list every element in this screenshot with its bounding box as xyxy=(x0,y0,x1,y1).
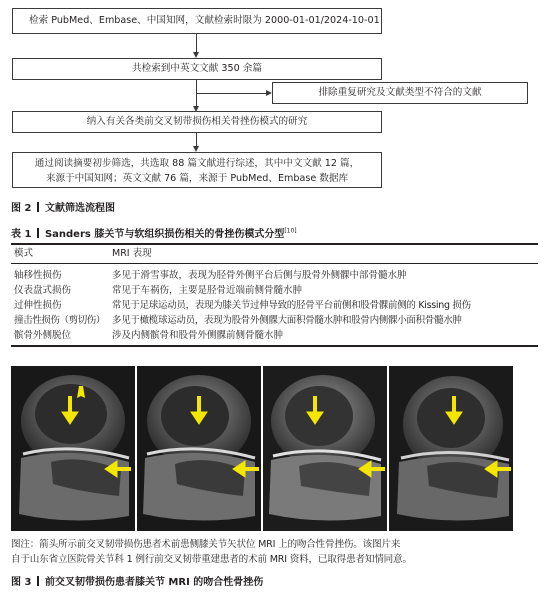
flow-connector-branch xyxy=(196,93,268,94)
flow-box-excluded-text: 排除重复研究及文献类型不符合的文献 xyxy=(318,87,482,98)
table-cell-pattern: 仪表盘式损伤 xyxy=(14,285,72,296)
flow-box-included xyxy=(12,111,382,133)
mri-image-3 xyxy=(263,366,387,531)
table-cell-mri: 涉及内侧髌骨和股骨外侧髁前侧骨髓水肿 xyxy=(112,330,284,341)
mri-image-2 xyxy=(137,366,261,531)
table-bottom-rule xyxy=(11,345,538,347)
table-header-pattern: 模式 xyxy=(14,248,34,259)
flow-box-retrieved xyxy=(12,58,382,80)
table-header-rule xyxy=(11,263,538,264)
table1-title: Sanders 膝关节与软组织损伤相关的骨挫伤模式分型 xyxy=(44,229,285,240)
mri-panel-4 xyxy=(389,366,513,531)
table-cell-mri: 多见于滑雪事故，表现为胫骨外侧平台后侧与股骨外侧髁中部骨髓水肿 xyxy=(112,270,407,281)
figure2-caption xyxy=(11,199,115,214)
table-cell-mri: 常见于车祸伤，主要是胫骨近端前侧骨髓水肿 xyxy=(112,285,303,296)
table-cell-pattern: 过伸性损伤 xyxy=(14,300,62,311)
table-cell-mri: 多见于橄榄球运动员，表现为股骨外侧髁大面积骨髓水肿和股骨内侧髁小面积骨髓水肿 xyxy=(112,315,462,326)
flow-connector xyxy=(196,133,197,147)
flow-box-included-text: 纳入有关各类前交叉韧带损伤相关骨挫伤模式的研究 xyxy=(86,116,308,127)
mri-panel-2 xyxy=(137,366,261,531)
figure3-note-line1: 图注：箭头所示前交叉韧带损伤患者术前患侧膝关节矢状位 MRI 上的吻合性骨挫伤。该图片来 xyxy=(11,539,401,550)
table-header-mri: MRI 表现 xyxy=(112,248,152,259)
figure3-caption xyxy=(11,573,263,588)
mri-image-1 xyxy=(11,366,135,531)
flow-box-final xyxy=(12,152,382,188)
table-cell-mri: 常见于足球运动员，表现为膝关节过伸导致的胫骨平台前侧和股骨髁前侧的 Kissing 损伤 xyxy=(112,300,471,311)
figure2-label: 图 2 xyxy=(11,203,32,214)
table-top-rule xyxy=(11,243,538,245)
table1-caption xyxy=(11,225,297,240)
figure3-label: 图 3 xyxy=(11,577,32,588)
flow-box-retrieved-text: 共检索到中英文文献 350 余篇 xyxy=(132,63,262,74)
mri-panel-3 xyxy=(263,366,387,531)
figure3-note-line2: 自于山东省立医院骨关节科 1 例行前交叉韧带重建患者的术前 MRI 资料，已取得患者知情同意。 xyxy=(11,554,412,565)
table-cell-pattern: 轴移性损伤 xyxy=(14,270,62,281)
figure2-title: 文献筛选流程图 xyxy=(44,203,115,214)
mri-image-4 xyxy=(389,366,513,531)
table-cell-pattern: 撞击性损伤（剪切伤） xyxy=(14,315,106,326)
table1-ref: [10] xyxy=(284,227,297,235)
flow-box-excluded xyxy=(272,82,528,104)
figure3-title: 前交叉韧带损伤患者膝关节 MRI 的吻合性骨挫伤 xyxy=(44,577,264,588)
flow-box-final-line1: 通过阅读摘要初步筛选，共选取 88 篇文献进行综述，其中中文文献 12 篇， xyxy=(34,158,360,169)
flow-connector xyxy=(196,34,197,53)
table-cell-pattern: 髌骨外侧脱位 xyxy=(14,330,72,341)
flow-box-search-text: 检索 PubMed、Embase、中国知网，文献检索时限为 2000-01-01/2024-10-01 xyxy=(29,15,380,26)
mri-panel-1 xyxy=(11,366,135,531)
flow-box-final-line2: 来源于中国知网；英文文献 76 篇，来源于 PubMed、Embase 数据库 xyxy=(45,173,349,184)
flow-box-search xyxy=(12,8,382,34)
table1-label: 表 1 xyxy=(11,229,32,240)
figure3-note xyxy=(11,537,541,567)
